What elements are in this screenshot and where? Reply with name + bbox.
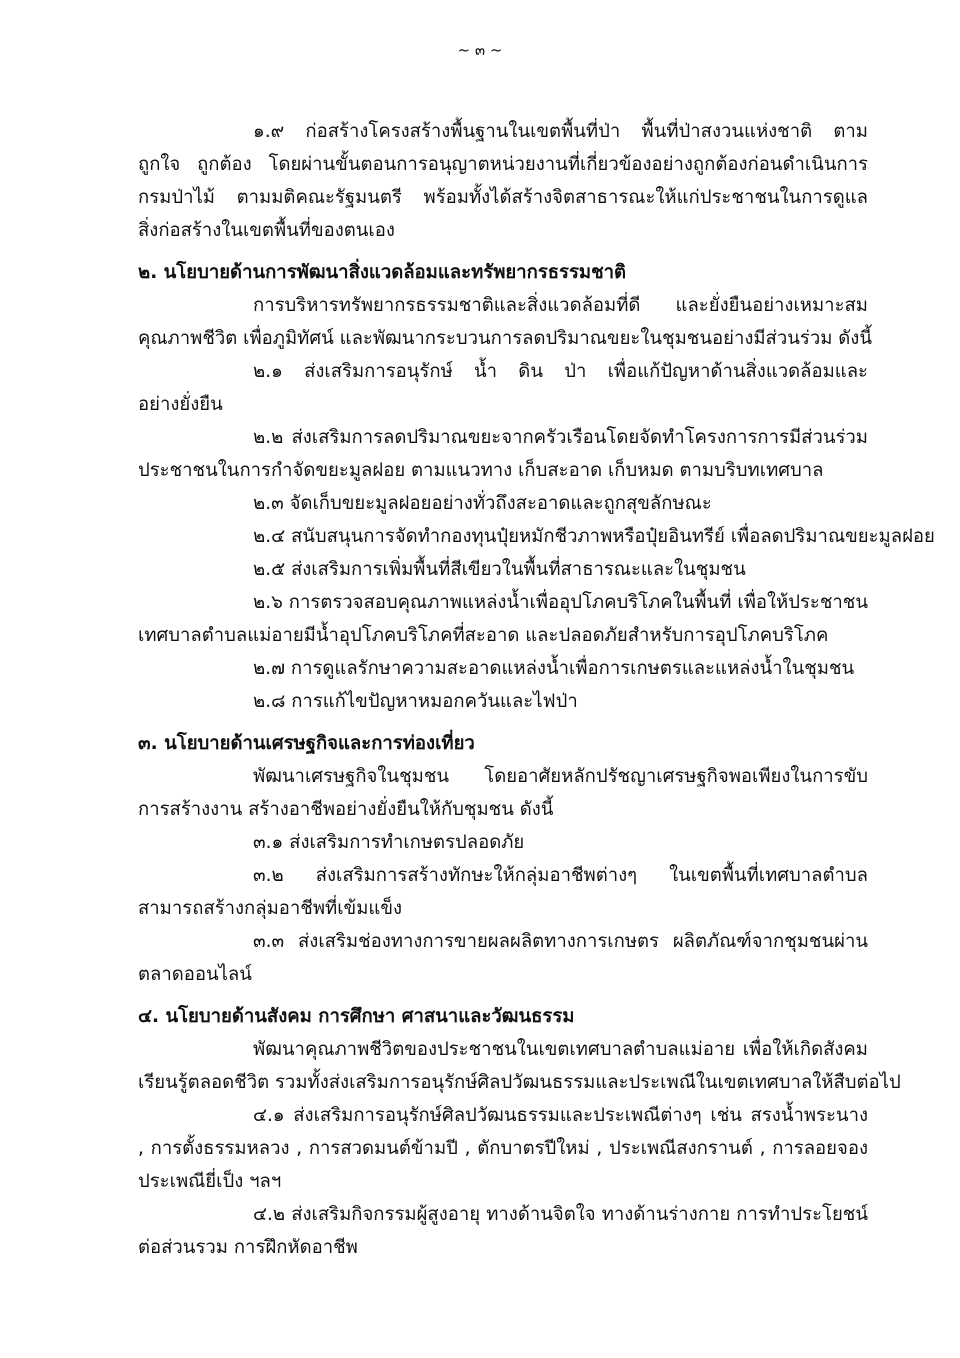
text-line: พัฒนาเศรษฐกิจในชุมชน โดยอาศัยหลักปรัชญาเศรษฐกิจพอเพียงในการขับ: [253, 766, 868, 787]
paragraph: [138, 520, 935, 553]
paragraph: [138, 487, 868, 520]
text-line: ๓.๒ ส่งเสริมการสร้างทักษะให้กลุ่มอาชีพต่างๆ ในเขตพื้นที่เทศบาลตำบล: [253, 865, 868, 886]
text-line: ๒.๒ ส่งเสริมการลดปริมาณขยะจากครัวเรือนโดยจัดทำโครงการการมีส่วนร่วม: [253, 427, 868, 448]
paragraph: [138, 925, 868, 991]
text-line: ๔.๑ ส่งเสริมการอนุรักษ์ศิลปวัฒนธรรมและประเพณีต่างๆ เช่น สรงน้ำพระนาง: [253, 1105, 868, 1126]
section: [138, 1000, 901, 1264]
paragraph: [138, 859, 868, 925]
section: [138, 727, 868, 991]
paragraph: [138, 652, 868, 685]
text-line: ๓.๑ ส่งเสริมการทำเกษตรปลอดภัย: [253, 832, 525, 853]
paragraph: [138, 1033, 901, 1099]
text-line: เทศบาลตำบลแม่อายมีน้ำอุปโภคบริโภคที่สะอาด และปลอดภัยสำหรับการอุปโภคบริโภค: [138, 625, 829, 646]
section: [138, 256, 935, 718]
text-line: ต่อส่วนรวม การฝึกหัดอาชีพ: [138, 1237, 358, 1258]
text-line: อย่างยั่งยืน: [138, 394, 223, 415]
text-line: การบริหารทรัพยากรธรรมชาติและสิ่งแวดล้อมที่ดี และยั่งยืนอย่างเหมาะสม: [253, 295, 868, 316]
document-body: [138, 115, 935, 1264]
paragraph: [138, 355, 868, 421]
text-line: พัฒนาคุณภาพชีวิตของประชาชนในเขตเทศบาลตำบลแม่อาย เพื่อให้เกิดสังคม: [253, 1039, 868, 1060]
text-line: สามารถสร้างกลุ่มอาชีพที่เข้มแข็ง: [138, 898, 402, 919]
section-heading: ๔. นโยบายด้านสังคม การศึกษา ศาสนาและวัฒนธรรม: [138, 1006, 575, 1027]
text-line: ๒.๖ การตรวจสอบคุณภาพแหล่งน้ำเพื่ออุปโภคบริโภคในพื้นที่ เพื่อให้ประชาชน: [253, 592, 868, 613]
paragraph: [138, 586, 868, 652]
text-line: ๒.๘ การแก้ไขปัญหาหมอกควันและไฟป่า: [253, 691, 578, 712]
text-line: ถูกใจ ถูกต้อง โดยผ่านขั้นตอนการอนุญาตหน่วยงานที่เกี่ยวข้องอย่างถูกต้องก่อนดำเนินการ: [138, 154, 868, 175]
text-line: สิ่งก่อสร้างในเขตพื้นที่ของตนเอง: [138, 220, 395, 241]
text-line: คุณภาพชีวิต เพื่อภูมิทัศน์ และพัฒนากระบวนการลดปริมาณขยะในชุมชนอย่างมีส่วนร่วม ดังนี้: [138, 328, 872, 349]
text-line: ประเพณียี่เป็ง ฯลฯ: [138, 1171, 282, 1192]
paragraph: [138, 685, 868, 718]
paragraph: [138, 760, 868, 826]
section: [138, 115, 868, 247]
section-heading: ๒. นโยบายด้านการพัฒนาสิ่งแวดล้อมและทรัพยากรธรรมชาติ: [138, 262, 627, 283]
paragraph: [138, 289, 872, 355]
paragraph: [138, 421, 868, 487]
text-line: เรียนรู้ตลอดชีวิต รวมทั้งส่งเสริมการอนุรักษ์ศิลปวัฒนธรรมและประเพณีในเขตเทศบาลให้สืบต่อไป: [138, 1072, 901, 1093]
paragraph: [138, 553, 868, 586]
text-line: ๒.๑ ส่งเสริมการอนุรักษ์ น้ำ ดิน ป่า เพื่อแก้ปัญหาด้านสิ่งแวดล้อมและ: [253, 361, 868, 382]
paragraph: [138, 1099, 868, 1198]
text-line: ๓.๓ ส่งเสริมช่องทางการขายผลผลิตทางการเกษตร ผลิตภัณฑ์จากชุมชนผ่าน: [253, 931, 868, 952]
paragraph: [138, 1198, 868, 1264]
text-line: ตลาดออนไลน์: [138, 964, 252, 985]
paragraph: [138, 115, 868, 247]
section-heading: ๓. นโยบายด้านเศรษฐกิจและการท่องเที่ยว: [138, 733, 475, 754]
text-line: ๒.๔ สนับสนุนการจัดทำกองทุนปุ๋ยหมักชีวภาพหรือปุ๋ยอินทรีย์ เพื่อลดปริมาณขยะมูลฝอย: [253, 526, 935, 547]
text-line: การสร้างงาน สร้างอาชีพอย่างยั่งยืนให้กับชุมชน ดังนี้: [138, 799, 554, 820]
text-line: กรมป่าไม้ ตามมติคณะรัฐมนตรี พร้อมทั้งได้สร้างจิตสาธารณะให้แก่ประชาชนในการดูแล: [138, 187, 868, 208]
text-line: ๑.๙ ก่อสร้างโครงสร้างพื้นฐานในเขตพื้นที่ป่า พื้นที่ป่าสงวนแห่งชาติ ตาม: [253, 121, 868, 142]
text-line: ๒.๗ การดูแลรักษาความสะอาดแหล่งน้ำเพื่อการเกษตรและแหล่งน้ำในชุมชน: [253, 658, 855, 679]
paragraph: [138, 826, 868, 859]
text-line: ๒.๕ ส่งเสริมการเพิ่มพื้นที่สีเขียวในพื้นที่สาธารณะและในชุมชน: [253, 559, 746, 580]
text-line: ๒.๓ จัดเก็บขยะมูลฝอยอย่างทั่วถึงสะอาดและถูกสุขลักษณะ: [253, 493, 712, 514]
page-number: ~ ๓ ~: [457, 41, 503, 59]
text-line: ประชาชนในการกำจัดขยะมูลฝอย ตามแนวทาง เก็บสะอาด เก็บหมด ตามบริบทเทศบาล: [138, 460, 824, 481]
text-line: ๔.๒ ส่งเสริมกิจกรรมผู้สูงอายุ ทางด้านจิตใจ ทางด้านร่างกาย การทำประโยชน์: [253, 1204, 868, 1225]
text-line: , การตั้งธรรมหลวง , การสวดมนต์ข้ามปี , ตักบาตรปีใหม่ , ประเพณีสงกรานต์ , การลอยจอง: [138, 1138, 868, 1159]
